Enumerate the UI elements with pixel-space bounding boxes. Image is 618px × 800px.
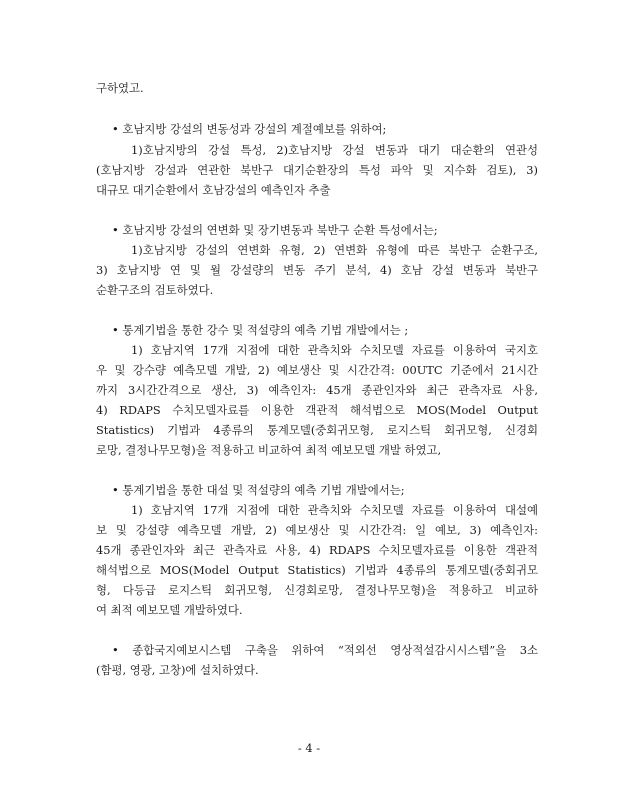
paragraph-line: 대규모 대기순환에서 호남강설의 예측인자 추출 [96, 183, 331, 197]
paragraph-line: 3) 호남지방 연 및 월 강설량의 변동 주기 분석, 4) 호남 강설 변동과 북반구 [96, 263, 538, 277]
paragraph-line: 여 최적 예보모델 개발하였다. [96, 603, 243, 617]
paragraph-line: 45개 종관인자와 최근 관측자료 사용, 4) RDAPS 수치모델자료를 이용한 객관적 [96, 543, 538, 557]
bullet-heading: • 통계기법을 통한 대설 및 적설량의 예측 기법 개발에서는; [112, 483, 405, 497]
paragraph-line: 순환구조의 검토하였다. [96, 283, 214, 297]
paragraph-line: 1)호남지방 강설의 연변화 유형, 2) 연변화 유형에 따른 북반구 순환구조, [131, 243, 538, 257]
paragraph-line: 1) 호남지역 17개 지점에 대한 관측치와 수치모델 자료를 이용하여 대설예 [131, 503, 538, 517]
paragraph-line: (함평, 영광, 고창)에 설치하였다. [96, 663, 259, 677]
intro-continuation-line: 구하였고. [96, 81, 144, 95]
paragraph-line: 우 및 강수량 예측모델 개발, 2) 예보생산 및 시간간격: 00UTC 기준에서 21시간 [96, 363, 538, 377]
paragraph-line: Statistics) 기법과 4종류의 통계모델(중회귀모형, 로지스틱 회귀모형, 신경회 [96, 423, 538, 437]
paragraph-line: 로망, 결정나무모형)을 적용하고 비교하여 최적 예보모델 개발 하였고, [96, 443, 442, 457]
paragraph-line: 보 및 강설량 예측모델 개발, 2) 예보생산 및 시간간격: 일 예보, 3) 예측인자: [96, 523, 538, 537]
page-number: - 4 - [297, 741, 321, 755]
bullet-heading: • 호남지방 강설의 연변화 및 장기변동과 북반구 순환 특성에서는; [112, 223, 438, 237]
paragraph-line: 까지 3시간간격으로 생산, 3) 예측인자: 45개 종관인자와 최근 관측자료 사용, [96, 383, 538, 397]
bullet-heading: • 호남지방 강설의 변동성과 강설의 계절예보를 위하여; [112, 122, 387, 136]
bullet-heading: • 종합국지예보시스템 구축을 위하여 “적외선 영상적설감시시스템”을 3소 [112, 643, 538, 657]
paragraph-line: 1) 호남지역 17개 지점에 대한 관측치와 수치모델 자료를 이용하여 국지호 [131, 343, 538, 357]
paragraph-line: 형, 다등급 로지스틱 회귀모형, 신경회로망, 결정나무모형)을 적용하고 비교하 [96, 583, 538, 597]
paragraph-line: (호남지방 강설과 연관한 북반구 대기순환장의 특성 파악 및 지수화 검토), 3) [96, 163, 538, 177]
bullet-heading: • 통계기법을 통한 강수 및 적설량의 예측 기법 개발에서는 ; [112, 323, 409, 337]
paragraph-line: 1)호남지방의 강설 특성, 2)호남지방 강설 변동과 대기 대순환의 연관성 [131, 143, 538, 157]
paragraph-line: 4) RDAPS 수치모델자료를 이용한 객관적 해석법으로 MOS(Model Output [96, 403, 538, 417]
paragraph-line: 해석법으로 MOS(Model Output Statistics) 기법과 4종류의 통계모델(중회귀모 [96, 563, 538, 577]
